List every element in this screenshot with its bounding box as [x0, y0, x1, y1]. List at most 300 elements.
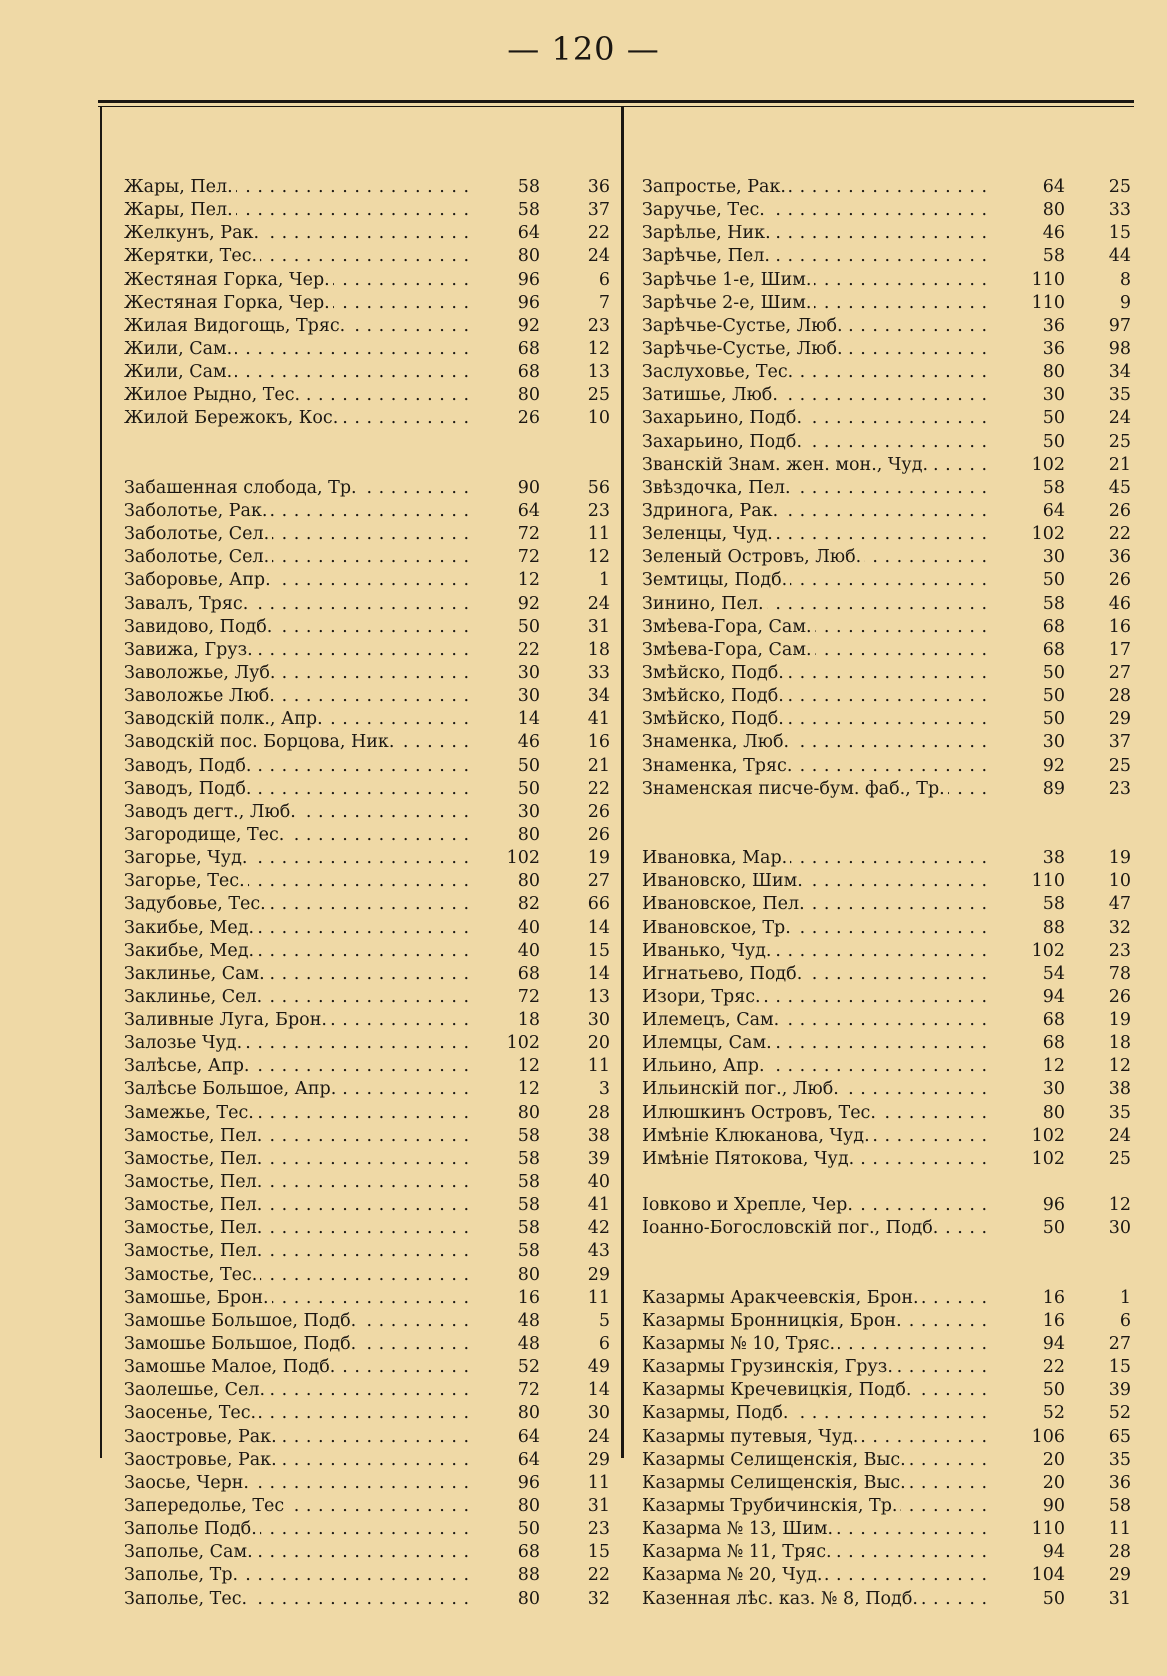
- entry-number-2: 12: [1108, 1056, 1131, 1077]
- entry-number-1: 52: [1042, 1403, 1065, 1424]
- index-entry: [124, 1287, 621, 1310]
- entry-name: Замостье, Тес. . . .: [124, 1264, 470, 1287]
- entry-number-1: 30: [1042, 732, 1065, 753]
- entry-number-2: 24: [587, 593, 610, 614]
- entry-number-2: 32: [587, 1588, 610, 1609]
- entry-number-2: 14: [587, 1380, 610, 1401]
- entry-number-1: 80: [1042, 1102, 1065, 1123]
- entry-number-1: 110: [1031, 871, 1065, 892]
- entry-name: Завалъ, Тряс. . . .: [124, 593, 470, 616]
- index-entry: [124, 1495, 621, 1518]
- index-entry: [124, 546, 621, 569]
- entry-name: Заполье Подб. . . .: [124, 1518, 470, 1541]
- entry-number-2: 22: [587, 223, 610, 244]
- entry-name: Змѣйско, Подб. . . .: [642, 685, 987, 708]
- entry-number-1: 68: [517, 1542, 540, 1563]
- blank-row: [642, 1171, 1136, 1194]
- entry-name: Зеленцы, Чуд. . . .: [642, 523, 987, 546]
- entry-number-1: 96: [517, 292, 540, 313]
- index-entry: [642, 199, 1136, 222]
- entry-number-2: 40: [587, 1172, 610, 1193]
- entry-number-1: 58: [517, 1172, 540, 1193]
- entry-number-1: 38: [1042, 848, 1065, 869]
- index-entry: [124, 523, 621, 546]
- index-entry: [642, 917, 1136, 940]
- entry-number-2: 22: [1108, 524, 1131, 545]
- entry-number-2: 6: [1119, 1310, 1131, 1331]
- entry-number-1: 50: [1042, 1588, 1065, 1609]
- index-entry: [124, 616, 621, 639]
- entry-name: Захарьино, Подб. . . .: [642, 431, 987, 454]
- entry-number-1: 110: [1031, 1519, 1065, 1540]
- entry-name: Казармы Грузинскія, Груз. . . .: [642, 1356, 987, 1379]
- entry-number-2: 15: [587, 1542, 610, 1563]
- index-entry: [642, 986, 1136, 1009]
- page-number: — 120 —: [507, 30, 660, 68]
- entry-number-1: 58: [517, 1195, 540, 1216]
- entry-name: Казармы Аракчеевскія, Брон. . . .: [642, 1287, 987, 1310]
- entry-number-1: 58: [1042, 477, 1065, 498]
- entry-name: Змѣйско, Подб. . . .: [642, 708, 987, 731]
- entry-number-2: 38: [587, 1125, 610, 1146]
- index-entry: [124, 1171, 621, 1194]
- entry-number-2: 31: [587, 1496, 610, 1517]
- entry-name: Затишье, Люб. . . .: [642, 384, 987, 407]
- entry-number-1: 16: [1042, 1310, 1065, 1331]
- index-entry: [642, 569, 1136, 592]
- entry-number-1: 92: [517, 593, 540, 614]
- entry-name: Замостье, Пел. . . .: [124, 1148, 470, 1171]
- entry-number-2: 44: [1108, 246, 1131, 267]
- entry-number-1: 58: [1042, 894, 1065, 915]
- blank-row: [124, 454, 621, 477]
- entry-number-2: 13: [587, 986, 610, 1007]
- index-entry: [124, 384, 621, 407]
- index-entry: [642, 1356, 1136, 1379]
- index-entry: [642, 1588, 1136, 1611]
- entry-number-2: 26: [587, 801, 610, 822]
- entry-name: Замостье, Пел. . . .: [124, 1240, 470, 1263]
- entry-number-2: 58: [1108, 1496, 1131, 1517]
- entry-name: Жилая Видогощь, Тряс. . . .: [124, 315, 470, 338]
- entry-number-2: 13: [587, 362, 610, 383]
- index-entry: [642, 1449, 1136, 1472]
- entry-number-2: 26: [587, 824, 610, 845]
- entry-number-2: 78: [1108, 963, 1131, 984]
- entry-name: Казармы Селищенскія, Выс. . . .: [642, 1449, 987, 1472]
- center-divider: [621, 107, 624, 1458]
- index-entry: [124, 986, 621, 1009]
- entry-number-1: 36: [1042, 338, 1065, 359]
- index-entry: [642, 384, 1136, 407]
- index-entry: [642, 1217, 1136, 1240]
- entry-number-1: 48: [517, 1334, 540, 1355]
- entry-number-1: 50: [1042, 686, 1065, 707]
- entry-number-2: 7: [598, 292, 610, 313]
- entry-number-2: 29: [1108, 1565, 1131, 1586]
- entry-number-2: 1: [1119, 1287, 1131, 1308]
- entry-number-2: 14: [587, 917, 610, 938]
- entry-number-2: 52: [1108, 1403, 1131, 1424]
- index-entry: [124, 269, 621, 292]
- index-entry: [642, 1333, 1136, 1356]
- entry-number-1: 12: [1042, 1056, 1065, 1077]
- index-entry: [124, 847, 621, 870]
- entry-name: Илемцы, Сам. . . .: [642, 1032, 987, 1055]
- entry-number-1: 50: [1042, 1218, 1065, 1239]
- index-entry: [642, 685, 1136, 708]
- entry-name: Казенная лѣс. каз. № 8, Подб. . . .: [642, 1588, 987, 1611]
- entry-name: Зарѣчье, Пел. . . .: [642, 245, 987, 268]
- entry-name: Заводъ, Подб. . . .: [124, 755, 470, 778]
- entry-name: Заволожье, Луб. . . .: [124, 662, 470, 685]
- entry-name: Заволожье Люб. . . .: [124, 685, 470, 708]
- entry-name: Залозье Чуд. . . .: [124, 1032, 470, 1055]
- index-entry: [642, 963, 1136, 986]
- entry-number-1: 40: [517, 940, 540, 961]
- entry-number-1: 64: [1042, 177, 1065, 197]
- entry-name: Замостье, Пел. . . .: [124, 1217, 470, 1240]
- entry-name: Имѣніе Пятокова, Чуд. . . .: [642, 1148, 987, 1171]
- entry-number-1: 50: [1042, 570, 1065, 591]
- index-entry: [642, 662, 1136, 685]
- entry-number-2: 23: [587, 500, 610, 521]
- entry-number-1: 110: [1031, 292, 1065, 313]
- entry-number-1: 30: [1042, 1079, 1065, 1100]
- entry-number-2: 5: [598, 1310, 610, 1331]
- index-entry: [124, 1078, 621, 1101]
- index-entry: [124, 477, 621, 500]
- index-entry: [124, 407, 621, 430]
- entry-number-2: 36: [1108, 1472, 1131, 1493]
- entry-name: Загородище, Тес. . . .: [124, 824, 470, 847]
- entry-number-2: 38: [1108, 1079, 1131, 1100]
- entry-number-1: 50: [517, 755, 540, 776]
- entry-number-2: 56: [587, 477, 610, 498]
- entry-number-1: 16: [517, 1287, 540, 1308]
- index-entry: [124, 1125, 621, 1148]
- index-entry: [124, 708, 621, 731]
- entry-number-1: 102: [1031, 454, 1065, 475]
- entry-number-2: 34: [1108, 362, 1131, 383]
- entry-number-2: 11: [587, 524, 610, 545]
- entry-number-2: 23: [587, 315, 610, 336]
- entry-name: Змѣйско, Подб. . . .: [642, 662, 987, 685]
- entry-number-1: 90: [1042, 1496, 1065, 1517]
- entry-number-1: 50: [1042, 709, 1065, 730]
- entry-number-1: 80: [517, 871, 540, 892]
- entry-number-1: 68: [1042, 639, 1065, 660]
- left-index-column: [124, 176, 621, 1611]
- entry-number-2: 28: [587, 1102, 610, 1123]
- entry-name: Заборовье, Апр. . . .: [124, 569, 470, 592]
- index-entry: [642, 269, 1136, 292]
- index-entry: [124, 176, 621, 199]
- index-entry: [642, 1194, 1136, 1217]
- index-entry: [642, 1148, 1136, 1171]
- index-entry: [124, 893, 621, 916]
- index-entry: [642, 1564, 1136, 1587]
- entry-name: Зарѣчье 1-е, Шим. . . .: [642, 269, 987, 292]
- entry-number-1: 88: [1042, 917, 1065, 938]
- entry-number-1: 50: [1042, 431, 1065, 452]
- index-entry: [642, 431, 1136, 454]
- index-entry: [642, 639, 1136, 662]
- index-entry: [124, 639, 621, 662]
- entry-number-2: 27: [1108, 1334, 1131, 1355]
- entry-number-2: 22: [587, 778, 610, 799]
- index-entry: [124, 1217, 621, 1240]
- entry-number-1: 68: [517, 362, 540, 383]
- entry-number-1: 82: [517, 894, 540, 915]
- index-entry: [642, 731, 1136, 754]
- entry-number-2: 21: [1108, 454, 1131, 475]
- entry-number-2: 14: [587, 963, 610, 984]
- entry-name: Звѣздочка, Пел. . . .: [642, 477, 987, 500]
- index-entry: [642, 500, 1136, 523]
- index-entry: [124, 569, 621, 592]
- entry-number-2: 35: [1108, 1449, 1131, 1470]
- entry-number-1: 102: [1031, 1148, 1065, 1169]
- entry-number-1: 22: [517, 639, 540, 660]
- entry-number-2: 11: [587, 1056, 610, 1077]
- index-entry: [642, 1472, 1136, 1495]
- entry-name: Іоанно-Богословскій пог., Подб. . . .: [642, 1217, 987, 1240]
- entry-name: Жили, Сам. . . .: [124, 361, 470, 384]
- entry-number-2: 25: [1108, 1148, 1131, 1169]
- index-entry: [124, 1356, 621, 1379]
- entry-name: Завидово, Подб. . . .: [124, 616, 470, 639]
- entry-number-1: 104: [1031, 1565, 1065, 1586]
- entry-number-2: 19: [587, 848, 610, 869]
- entry-number-1: 58: [517, 1218, 540, 1239]
- entry-number-1: 46: [517, 732, 540, 753]
- entry-number-2: 28: [1108, 686, 1131, 707]
- index-entry: [642, 407, 1136, 430]
- index-entry: [124, 500, 621, 523]
- entry-number-1: 20: [1042, 1472, 1065, 1493]
- entry-number-2: 37: [1108, 732, 1131, 753]
- entry-number-1: 58: [517, 1125, 540, 1146]
- entry-number-2: 24: [587, 246, 610, 267]
- entry-name: Иванько, Чуд. . . .: [642, 940, 987, 963]
- entry-number-1: 14: [517, 709, 540, 730]
- entry-name: Запередолье, Тес . . .: [124, 1495, 470, 1518]
- entry-number-2: 16: [587, 732, 610, 753]
- index-entry: [642, 1287, 1136, 1310]
- index-entry: [124, 1518, 621, 1541]
- entry-name: Заолешье, Сел. . . .: [124, 1379, 470, 1402]
- index-entry: [124, 1472, 621, 1495]
- entry-number-1: 80: [517, 246, 540, 267]
- entry-name: Загорье, Чуд. . . .: [124, 847, 470, 870]
- top-rule: [98, 100, 1134, 103]
- entry-number-2: 18: [1108, 1033, 1131, 1054]
- index-entry: [124, 870, 621, 893]
- entry-name: Завижа, Груз. . . .: [124, 639, 470, 662]
- entry-number-2: 19: [1108, 848, 1131, 869]
- entry-name: Жары, Пел. . . .: [124, 176, 470, 199]
- entry-name: Знаменка, Люб. . . .: [642, 731, 987, 754]
- index-entry: [642, 1125, 1136, 1148]
- index-entry: [642, 1541, 1136, 1564]
- entry-number-1: 80: [1042, 362, 1065, 383]
- entry-number-1: 102: [1031, 1125, 1065, 1146]
- entry-name: Игнатьево, Подб. . . .: [642, 963, 987, 986]
- index-entry: [124, 338, 621, 361]
- entry-number-2: 21: [587, 755, 610, 776]
- entry-name: Жестяная Горка, Чер. . . .: [124, 292, 470, 315]
- index-entry: [124, 1194, 621, 1217]
- index-entry: [642, 593, 1136, 616]
- entry-number-1: 80: [517, 1102, 540, 1123]
- entry-number-2: 25: [1108, 177, 1131, 197]
- entry-name: Казарма № 11, Тряс. . . .: [642, 1541, 987, 1564]
- index-entry: [124, 199, 621, 222]
- entry-number-1: 94: [1042, 1542, 1065, 1563]
- entry-number-2: 30: [587, 1403, 610, 1424]
- index-entry: [642, 523, 1136, 546]
- blank-row: [642, 824, 1136, 847]
- entry-name: Казармы Бронницкія, Брон. . . .: [642, 1310, 987, 1333]
- entry-number-1: 96: [517, 269, 540, 290]
- entry-number-2: 39: [1108, 1380, 1131, 1401]
- entry-number-1: 80: [517, 1588, 540, 1609]
- entry-number-1: 68: [1042, 1033, 1065, 1054]
- index-entry: [642, 940, 1136, 963]
- entry-name: Жары, Пел. . . .: [124, 199, 470, 222]
- entry-name: Зинино, Пел. . . .: [642, 593, 987, 616]
- entry-number-2: 23: [1108, 940, 1131, 961]
- index-entry: [124, 245, 621, 268]
- entry-number-2: 29: [587, 1449, 610, 1470]
- entry-number-1: 102: [1031, 940, 1065, 961]
- entry-number-1: 46: [1042, 223, 1065, 244]
- index-entry: [124, 361, 621, 384]
- index-entry: [124, 315, 621, 338]
- entry-name: Ильинскій пог., Люб. . . .: [642, 1078, 987, 1101]
- index-entry: [642, 1078, 1136, 1101]
- index-entry: [124, 1102, 621, 1125]
- entry-number-1: 72: [517, 986, 540, 1007]
- entry-number-1: 50: [1042, 408, 1065, 429]
- entry-name: Іовково и Хрепле, Чер. . . .: [642, 1194, 987, 1217]
- entry-number-1: 58: [517, 177, 540, 197]
- entry-name: Закибье, Мед. . . .: [124, 917, 470, 940]
- entry-number-2: 66: [587, 894, 610, 915]
- index-entry: [124, 1333, 621, 1356]
- entry-number-1: 64: [517, 500, 540, 521]
- entry-number-2: 65: [1108, 1426, 1131, 1447]
- entry-number-2: 36: [587, 177, 610, 197]
- index-entry: [124, 778, 621, 801]
- entry-number-2: 22: [587, 1565, 610, 1586]
- entry-number-1: 58: [517, 1148, 540, 1169]
- entry-number-2: 35: [1108, 385, 1131, 406]
- entry-number-2: 39: [587, 1148, 610, 1169]
- blank-row: [124, 431, 621, 454]
- entry-number-1: 30: [517, 662, 540, 683]
- index-entry: [124, 1264, 621, 1287]
- entry-name: Желкунъ, Рак. . . .: [124, 222, 470, 245]
- entry-name: Заполье, Сам. . . .: [124, 1541, 470, 1564]
- entry-number-1: 96: [517, 1472, 540, 1493]
- entry-number-1: 68: [517, 338, 540, 359]
- entry-name: Заполье, Тес. . . .: [124, 1588, 470, 1611]
- blank-row: [642, 1240, 1136, 1263]
- entry-name: Казармы Кречевицкія, Подб. . . .: [642, 1379, 987, 1402]
- entry-name: Илемецъ, Сам. . . .: [642, 1009, 987, 1032]
- index-entry: [124, 963, 621, 986]
- entry-number-1: 72: [517, 547, 540, 568]
- entry-number-2: 1: [598, 570, 610, 591]
- entry-name: Залѣсье Большое, Апр. . . .: [124, 1078, 470, 1101]
- entry-number-1: 18: [517, 1010, 540, 1031]
- index-entry: [642, 176, 1136, 199]
- entry-number-1: 94: [1042, 1334, 1065, 1355]
- entry-name: Казармы путевыя, Чуд. . . .: [642, 1426, 987, 1449]
- entry-name: Званскій Знам. жен. мон., Чуд. . . .: [642, 454, 987, 477]
- index-entry: [642, 893, 1136, 916]
- entry-name: Жилой Бережокъ, Кос. . . .: [124, 407, 470, 430]
- index-entry: [642, 847, 1136, 870]
- index-entry: [642, 1032, 1136, 1055]
- entry-name: Казармы № 10, Тряс. . . .: [642, 1333, 987, 1356]
- entry-number-2: 24: [1108, 408, 1131, 429]
- entry-number-2: 29: [587, 1264, 610, 1285]
- entry-number-1: 64: [517, 1426, 540, 1447]
- entry-number-2: 16: [1108, 616, 1131, 637]
- entry-name: Задубовье, Тес. . . .: [124, 893, 470, 916]
- entry-number-2: 97: [1108, 315, 1131, 336]
- entry-number-1: 92: [517, 315, 540, 336]
- entry-number-2: 42: [587, 1218, 610, 1239]
- entry-number-1: 72: [517, 1380, 540, 1401]
- entry-number-1: 102: [1031, 524, 1065, 545]
- entry-number-2: 10: [587, 408, 610, 429]
- entry-number-1: 64: [517, 1449, 540, 1470]
- entry-number-2: 10: [1108, 871, 1131, 892]
- entry-number-2: 47: [1108, 894, 1131, 915]
- entry-number-2: 11: [1108, 1519, 1131, 1540]
- index-entry: [642, 616, 1136, 639]
- top-rule-thin: [98, 106, 1134, 107]
- entry-name: Ивановское, Тр. . . .: [642, 917, 987, 940]
- entry-name: Залѣсье, Апр. . . .: [124, 1055, 470, 1078]
- entry-name: Казарма № 13, Шим. . . .: [642, 1518, 987, 1541]
- entry-number-1: 12: [517, 1079, 540, 1100]
- entry-number-1: 110: [1031, 269, 1065, 290]
- entry-name: Изори, Тряс. . . .: [642, 986, 987, 1009]
- entry-number-1: 68: [517, 963, 540, 984]
- index-entry: [124, 662, 621, 685]
- index-entry: [642, 245, 1136, 268]
- entry-name: Забашенная слобода, Тр. . . .: [124, 477, 470, 500]
- index-entry: [124, 1426, 621, 1449]
- entry-name: Жилое Рыдно, Тес. . . .: [124, 384, 470, 407]
- entry-number-2: 33: [587, 662, 610, 683]
- entry-number-1: 20: [1042, 1449, 1065, 1470]
- entry-number-1: 80: [517, 1264, 540, 1285]
- entry-number-2: 31: [1108, 1588, 1131, 1609]
- entry-name: Имѣніе Клюканова, Чуд. . . .: [642, 1125, 987, 1148]
- entry-name: Ивановка, Мар. . . .: [642, 847, 987, 870]
- entry-number-1: 102: [506, 848, 540, 869]
- entry-number-1: 50: [517, 1519, 540, 1540]
- entry-number-2: 23: [587, 1519, 610, 1540]
- entry-number-2: 15: [1108, 1357, 1131, 1378]
- index-entry: [124, 1310, 621, 1333]
